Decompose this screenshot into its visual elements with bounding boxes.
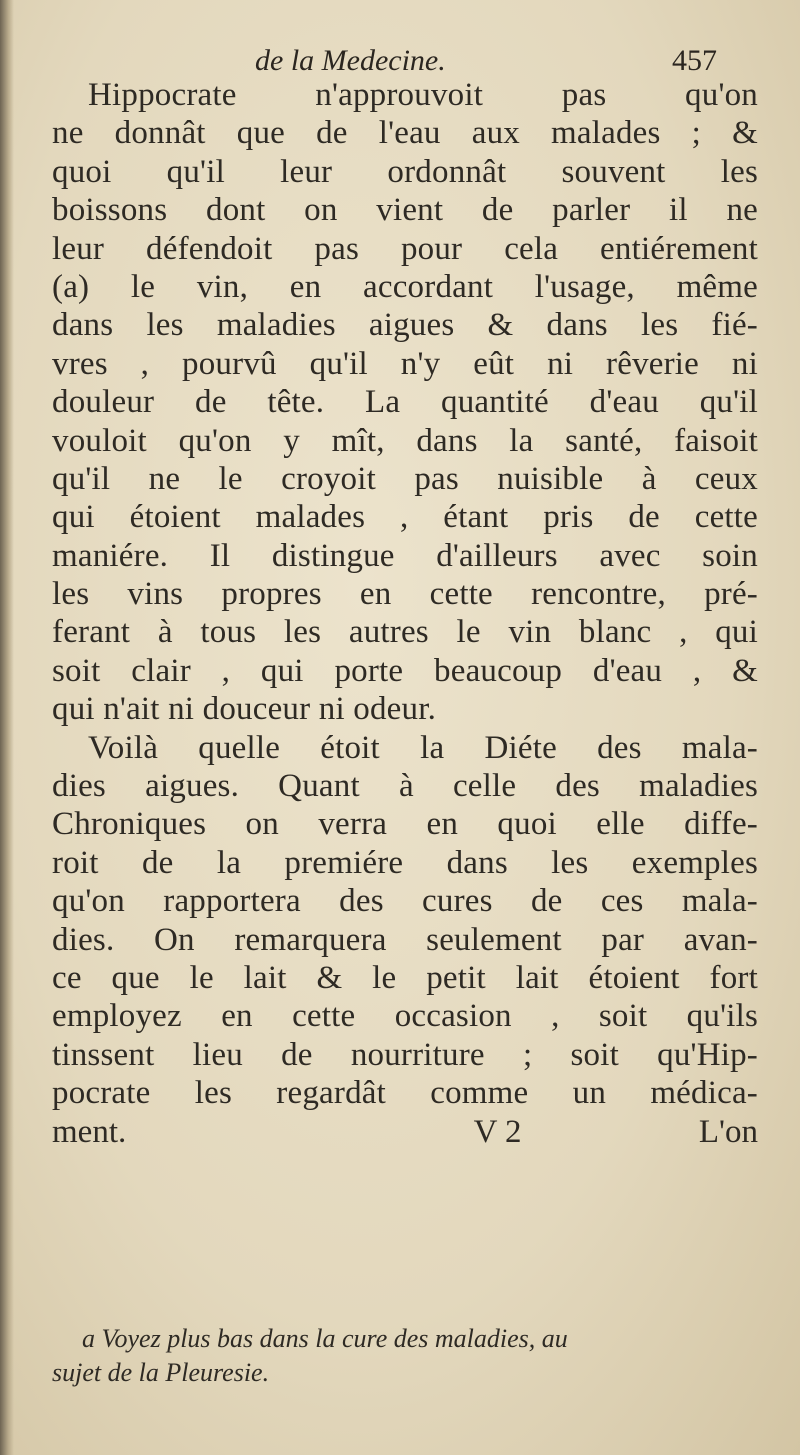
text-line: ferant à tous les autres le vin blanc , qui bbox=[52, 614, 758, 651]
text-line: vouloit qu'on y mît, dans la santé, faisoit bbox=[52, 422, 758, 459]
text-line: Chroniques on verra en quoi elle diffe- bbox=[52, 806, 758, 843]
text-line: quoi qu'il leur ordonnât souvent les bbox=[52, 153, 758, 190]
text-line: pocrate les regardât comme un médica- bbox=[52, 1075, 758, 1112]
catchword: L'on bbox=[698, 1113, 758, 1150]
text-line: tinssent lieu de nourriture ; soit qu'Hip- bbox=[52, 1036, 758, 1073]
text-line: maniére. Il distingue d'ailleurs avec soin bbox=[52, 537, 758, 574]
text-line: soit clair , qui porte beaucoup d'eau , & bbox=[52, 652, 758, 689]
text-line: ce que le lait & le petit lait étoient fort bbox=[52, 959, 758, 996]
text-line: (a) le vin, en accordant l'usage, même bbox=[52, 268, 758, 305]
last-word: ment. bbox=[52, 1113, 127, 1150]
catch-line bbox=[52, 1113, 758, 1151]
page-number: 457 bbox=[672, 44, 717, 77]
text-line: ne donnât que de l'eau aux malades ; & bbox=[52, 115, 758, 152]
text-line: Voilà quelle étoit la Diéte des mala- bbox=[88, 729, 758, 766]
text-line: dies aigues. Quant à celle des maladies bbox=[52, 768, 758, 805]
text-line: qu'il ne le croyoit pas nuisible à ceux bbox=[52, 460, 758, 497]
text-line: boissons dont on vient de parler il ne bbox=[52, 192, 758, 229]
text-line: dies. On remarquera seulement par avan- bbox=[52, 921, 758, 958]
text-line: qui n'ait ni douceur ni odeur. bbox=[52, 691, 437, 728]
text-line: vres , pourvû qu'il n'y eût ni rêverie ni bbox=[52, 345, 758, 382]
text-line: qui étoient malades , étant pris de cette bbox=[52, 499, 758, 536]
footnote-line: sujet de la Pleuresie. bbox=[52, 1358, 270, 1387]
text-line: dans les maladies aigues & dans les fié- bbox=[52, 307, 758, 344]
running-title: de la Medecine. bbox=[255, 44, 446, 77]
text-line: douleur de tête. La quantité d'eau qu'il bbox=[52, 384, 758, 421]
text-line: les vins propres en cette rencontre, pré- bbox=[52, 576, 758, 613]
footnote-line: a Voyez plus bas dans la cure des maladies, au bbox=[82, 1324, 568, 1353]
signature-mark: V 2 bbox=[473, 1113, 522, 1150]
text-line: qu'on rapportera des cures de ces mala- bbox=[52, 883, 758, 920]
text-line: Hippocrate n'approuvoit pas qu'on bbox=[88, 77, 758, 113]
body-text bbox=[52, 76, 758, 1151]
text-line: employez en cette occasion , soit qu'ils bbox=[52, 998, 758, 1035]
text-line: roit de la premiére dans les exemples bbox=[52, 844, 758, 881]
text-line: leur défendoit pas pour cela entiérement bbox=[52, 230, 758, 267]
